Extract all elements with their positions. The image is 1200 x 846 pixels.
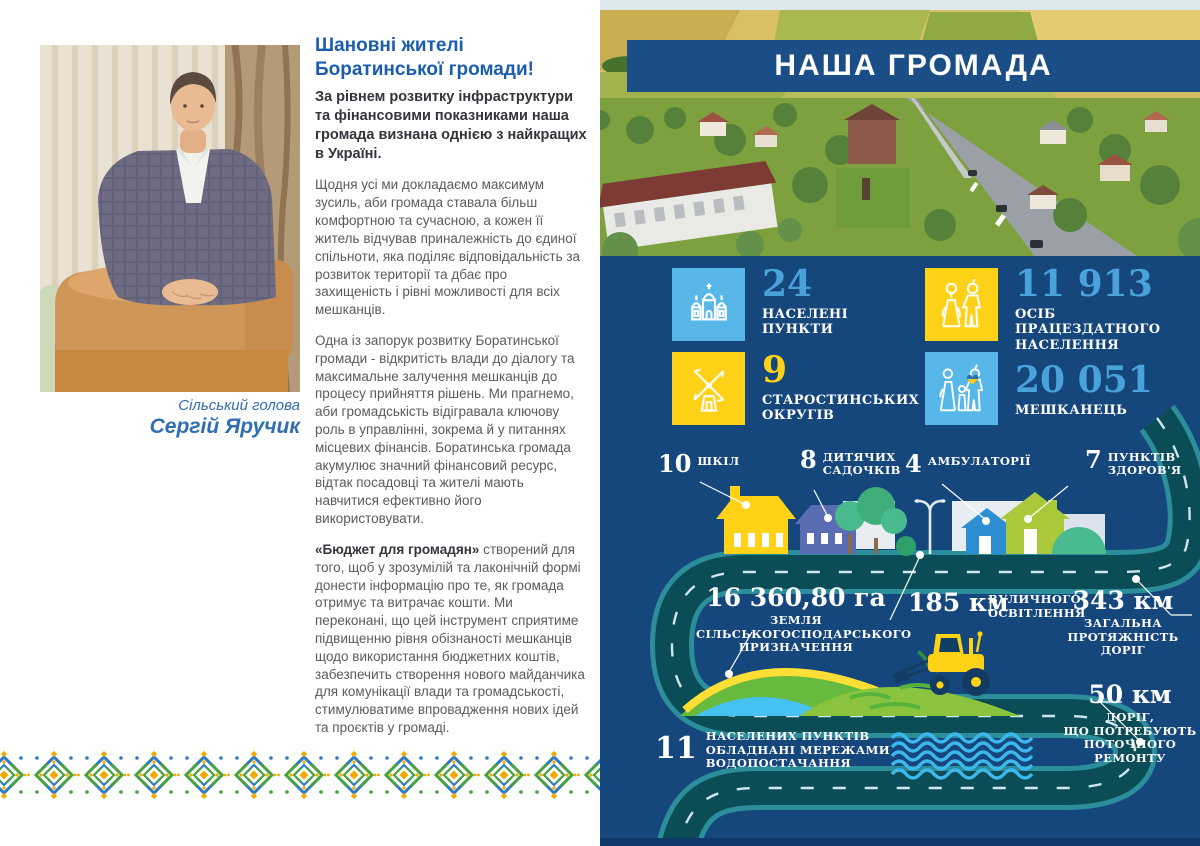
stat-tile-settlements: [672, 268, 745, 341]
facility-kindergartens: [800, 445, 901, 478]
stat-settlements: [762, 263, 922, 338]
windmill-icon: [685, 365, 733, 413]
stat-residents-label: МЕШКАНЕЦЬ: [1015, 403, 1128, 418]
road-stat-total-roads-value: 343 км: [1072, 586, 1174, 615]
road-stat-water-label: НАСЕЛЕНИХ ПУНКТІВ ОБЛАДНАНІ МЕРЕЖАМИ ВОДОПОСТАЧАННЯ: [705, 729, 890, 771]
facility-schools-count: 10: [658, 449, 692, 478]
stat-tile-workforce: [925, 268, 998, 341]
stat-residents: [1015, 359, 1190, 418]
letter-paragraph-3: [315, 541, 587, 737]
church-icon: [685, 281, 733, 329]
letter-paragraph-1: Щодня усі ми докладаємо максимум зусиль, аби громада ставала більш комфортною та сучасною, а кожен її житель відчував приналежність до єдиної спільноти, яка поділяє відповідальність за розвиток території та дбає про захищеність і рівні можливості для всіх мешканців.: [315, 177, 581, 318]
stat-settlements-label: НАСЕЛЕНІ ПУНКТИ: [762, 307, 849, 338]
facility-health-points: [1085, 445, 1182, 478]
road-stat-farmland-label: ЗЕМЛЯ СІЛЬСЬКОГОСПОДАРСЬКОГО ПРИЗНАЧЕННЯ: [696, 613, 912, 655]
stat-districts: [762, 349, 937, 424]
stat-districts-value: 9: [762, 349, 788, 391]
facility-kindergartens-count: 8: [800, 445, 817, 474]
road-stat-total-roads: [1048, 588, 1198, 658]
couple-icon: [937, 279, 987, 331]
family-icon: [936, 363, 988, 415]
stat-tile-districts: [672, 352, 745, 425]
bottom-margin-bar: [600, 838, 1200, 846]
letter-paragraph-2: Одна із запорук розвитку Боратинської громади - відкритість влади до діалогу та максимальне залучення мешканців до процесу прийняття рішень. Ми прагнемо, аби громадськість відігравала ключову роль в управлінні, зокрема й у питаннях місцевих фінансів. Боратинська громада акумулює значний фінансовий ресурс, відтак посадовці та жителі мають навчитися ефективно його використовувати.: [315, 332, 575, 527]
stat-settlements-value: 24: [762, 263, 813, 305]
section-banner: [627, 40, 1200, 92]
mayor-title: Сільський голова: [178, 397, 300, 414]
budget-lead: «Бюджет для громадян»: [315, 541, 480, 557]
road-stat-farmland-value: 16 360,80 га: [706, 583, 886, 612]
road-stat-repair: [1060, 682, 1200, 765]
road-stat-repair-value: 50 км: [1088, 680, 1172, 709]
facility-ambulatories-label: АМБУЛАТОРІЇ: [927, 454, 1031, 468]
street-lamp-icon: [914, 499, 945, 554]
road-stat-lighting-label: ВУЛИЧНОГО ОСВІТЛЕННЯ: [988, 592, 1086, 620]
road-stat-water: [655, 728, 890, 771]
aerial-photo: [600, 0, 1200, 258]
ornament-border: [0, 748, 600, 802]
facility-ambulatories-count: 4: [905, 449, 922, 478]
bush-icon: [896, 536, 916, 556]
road-stat-water-value: 11: [655, 731, 697, 766]
section-title: НАША ГРОМАДА: [774, 49, 1053, 82]
road-stat-farmland: [696, 583, 912, 655]
facility-schools-label: ШКІЛ: [697, 454, 740, 468]
stat-districts-label: СТАРОСТИНСЬКИХ ОКРУГІВ: [762, 393, 920, 424]
stat-workforce-value: 11 913: [1015, 263, 1153, 305]
facility-health-points-count: 7: [1085, 445, 1102, 474]
mayor-name: Сергій Яручик: [149, 415, 300, 438]
facility-kindergartens-label: ДИТЯЧИХ САДОЧКІВ: [822, 450, 901, 478]
stat-tile-residents: [925, 352, 998, 425]
facility-ambulatories: [905, 449, 1031, 478]
stat-workforce-label: ОСІБ ПРАЦЕЗДАТНОГО НАСЕЛЕННЯ: [1015, 307, 1161, 353]
letter-heading: Шановні жителі Боратинської громади!: [315, 35, 534, 80]
road-stat-repair-label: ДОРІГ, ЩО ПОТРЕБУЮТЬ ПОТОЧНОГО РЕМОНТУ: [1063, 710, 1197, 765]
letter-text-column: [315, 34, 587, 737]
budget-rest: створений для того, щоб у зрозумілій та лаконічній формі донести інформацію про те, як громада отримує та витрачає кошти. Ми переконані, що цей інструмент сприятиме підвищенню рівня обізнаності мешканців щодо використання бюджетних коштів, забезпечить створення нового майданчика для комунікації влади та громадськості, стимулюватиме впровадження нових ідей та проєктів у громаді.: [315, 541, 585, 736]
stat-workforce: [1015, 263, 1190, 353]
facility-health-points-label: ПУНКТІВ ЗДОРОВ'Я: [1107, 450, 1182, 478]
road-stat-total-roads-label: ЗАГАЛЬНА ПРОТЯЖНІСТЬ ДОРІГ: [1067, 616, 1179, 658]
facility-schools: [658, 449, 740, 478]
houses-illustration: [716, 486, 1106, 556]
stat-residents-value: 20 051: [1015, 359, 1153, 401]
photo-caption: [40, 397, 300, 439]
mayor-photo: [40, 45, 300, 392]
letter-intro: За рівнем розвитку інфраструктури та фінансовими показниками наша громада визнана однією з найкращих в Україні.: [315, 89, 587, 162]
road-stat-lighting-value: 185 км: [908, 588, 1009, 617]
